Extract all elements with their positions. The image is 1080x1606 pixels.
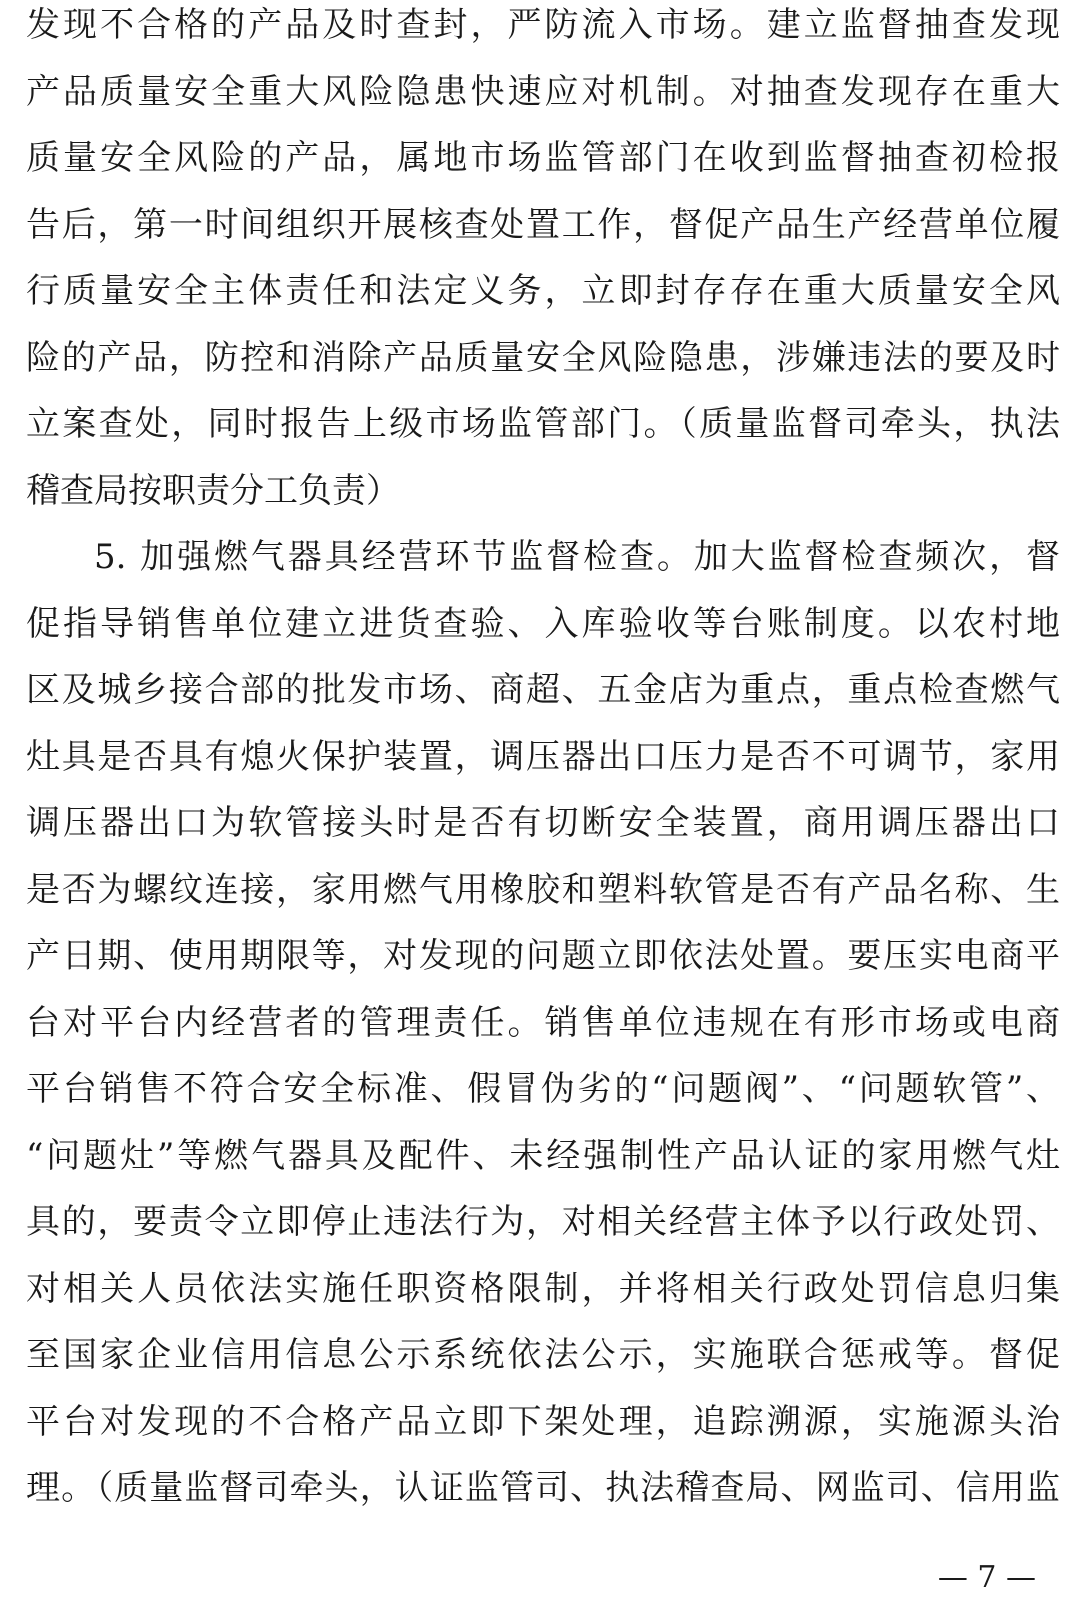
body-text [26,0,1060,1530]
text-line: 对相关人员依法实施任职资格限制，并将相关行政处罚信息归集 [26,1268,1060,1309]
text-line: “问题灶”等燃气器具及配件、未经强制性产品认证的家用燃气灶 [26,1135,1060,1176]
text-line: 告后，第一时间组织开展核查处置工作，督促产品生产经营单位履 [26,204,1060,245]
text-line: 平台销售不符合安全标准、假冒伪劣的“问题阀”、“问题软管”、 [26,1069,1060,1109]
page-number: — 7 — [937,1560,1036,1595]
text-line: 立案查处，同时报告上级市场监管部门。（质量监督司牵头，执法 [26,404,1060,444]
text-line: 产日期、使用期限等，对发现的问题立即依法处置。要压实电商平 [26,936,1060,976]
text-line: 发现不合格的产品及时查封，严防流入市场。建立监督抽查发现 [26,5,1060,45]
text-line: 行质量安全主体责任和法定义务，立即封存存在重大质量安全风 [26,271,1060,311]
text-line: 是否为螺纹连接，家用燃气用橡胶和塑料软管是否有产品名称、生 [26,869,1060,910]
text-line: 灶具是否具有熄火保护装置，调压器出口压力是否不可调节，家用 [26,736,1060,777]
text-line: 质量安全风险的产品，属地市场监管部门在收到监督抽查初检报 [26,138,1060,178]
text-line: 调压器出口为软管接头时是否有切断安全装置，商用调压器出口 [26,803,1060,843]
text-line: 至国家企业信用信息公示系统依法公示，实施联合惩戒等。督促 [26,1335,1060,1375]
section-heading-line: 5. 加强燃气器具经营环节监督检查。加大监督检查频次，督 [94,537,1060,577]
text-line: 区及城乡接合部的批发市场、商超、五金店为重点，重点检查燃气 [26,670,1060,710]
text-line: 稽查局按职责分工负责） [26,470,400,511]
text-line: 台对平台内经营者的管理责任。销售单位违规在有形市场或电商 [26,1002,1060,1043]
text-line: 促指导销售单位建立进货查验、入库验收等台账制度。以农村地 [26,603,1060,644]
text-line: 险的产品，防控和消除产品质量安全风险隐患，涉嫌违法的要及时 [26,337,1060,378]
text-line: 产品质量安全重大风险隐患快速应对机制。对抽查发现存在重大 [26,71,1060,112]
text-line: 具的，要责令立即停止违法行为，对相关经营主体予以行政处罚、 [26,1202,1060,1242]
text-line: 平台对发现的不合格产品立即下架处理，追踪溯源，实施源头治 [26,1401,1060,1442]
text-line: 理。（质量监督司牵头，认证监管司、执法稽查局、网监司、信用监 [26,1468,1060,1508]
